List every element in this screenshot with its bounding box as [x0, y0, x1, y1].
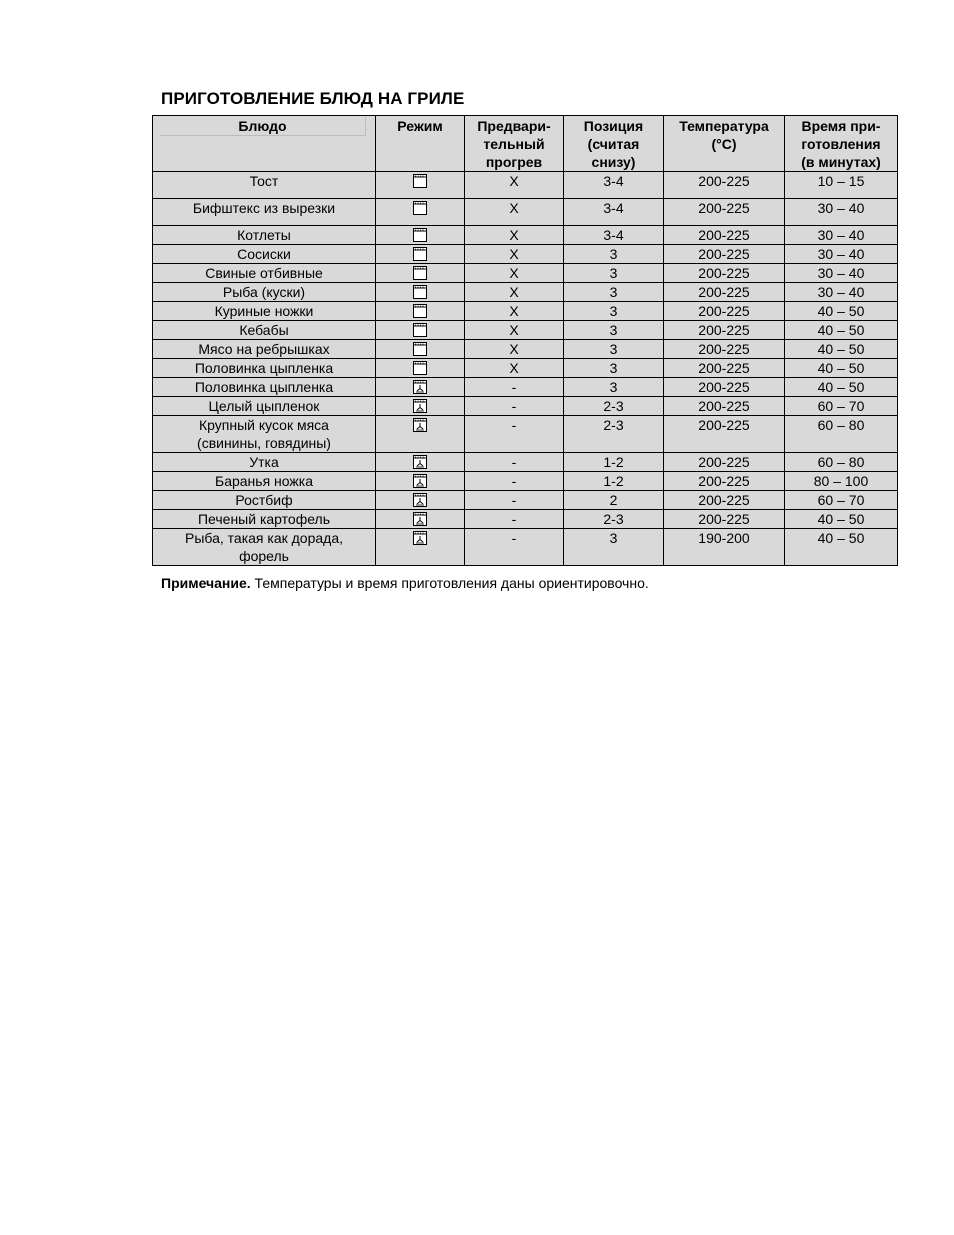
- cell-mode: [376, 321, 465, 340]
- fan-grill-icon: [413, 474, 427, 488]
- fan-grill-icon: [413, 399, 427, 413]
- cell-preheat: -: [465, 529, 564, 566]
- cell-temperature: 200-225: [664, 510, 785, 529]
- grill-icon: [413, 304, 427, 318]
- grill-icon: [413, 361, 427, 375]
- cell-time: 60 – 70: [785, 397, 898, 416]
- cell-position: 3: [564, 340, 664, 359]
- cell-mode: [376, 199, 465, 226]
- cell-time: 10 – 15: [785, 172, 898, 199]
- cell-position: 3: [564, 321, 664, 340]
- cell-position: 3-4: [564, 172, 664, 199]
- fan-grill-icon: [413, 455, 427, 469]
- cell-preheat: -: [465, 453, 564, 472]
- cell-time: 40 – 50: [785, 302, 898, 321]
- page-title: ПРИГОТОВЛЕНИЕ БЛЮД НА ГРИЛЕ: [161, 89, 465, 108]
- cell-temperature: 200-225: [664, 491, 785, 510]
- cell-preheat: X: [465, 172, 564, 199]
- cell-time: 30 – 40: [785, 283, 898, 302]
- cell-position: 3: [564, 529, 664, 566]
- cell-mode: [376, 302, 465, 321]
- cell-mode: [376, 283, 465, 302]
- note: [161, 575, 649, 591]
- fan-grill-icon: [413, 531, 427, 545]
- grill-icon: [413, 342, 427, 356]
- cell-preheat: -: [465, 416, 564, 453]
- cell-position: 1-2: [564, 453, 664, 472]
- fan-grill-icon: [413, 380, 427, 394]
- cell-preheat: X: [465, 199, 564, 226]
- cell-preheat: X: [465, 245, 564, 264]
- table-row: [153, 264, 898, 283]
- cell-dish: Куриные ножки: [153, 302, 376, 321]
- table-row: [153, 510, 898, 529]
- cell-mode: [376, 397, 465, 416]
- cell-dish: Рыба (куски): [153, 283, 376, 302]
- cell-time: 40 – 50: [785, 529, 898, 566]
- fan-grill-icon: [413, 493, 427, 507]
- cell-dish: Тост: [153, 172, 376, 199]
- cell-mode: [376, 172, 465, 199]
- cell-dish: Рыба, такая как дорада, форель: [153, 529, 376, 566]
- cell-preheat: X: [465, 302, 564, 321]
- cell-position: 3: [564, 264, 664, 283]
- cell-dish: Котлеты: [153, 226, 376, 245]
- table-row: [153, 321, 898, 340]
- fan-grill-icon: [413, 418, 427, 432]
- cell-preheat: -: [465, 378, 564, 397]
- cell-time: 30 – 40: [785, 245, 898, 264]
- cell-temperature: 200-225: [664, 453, 785, 472]
- cell-temperature: 200-225: [664, 283, 785, 302]
- cell-time: 30 – 40: [785, 199, 898, 226]
- column-header-temperature: Температура (°C): [664, 116, 785, 172]
- cell-time: 40 – 50: [785, 510, 898, 529]
- column-header-dish: Блюдо: [153, 116, 376, 172]
- cell-mode: [376, 416, 465, 453]
- cell-preheat: X: [465, 283, 564, 302]
- cell-position: 3: [564, 378, 664, 397]
- table-row: [153, 378, 898, 397]
- table-row: [153, 472, 898, 491]
- cell-mode: [376, 226, 465, 245]
- cell-temperature: 200-225: [664, 378, 785, 397]
- table-row: [153, 416, 898, 453]
- cell-time: 40 – 50: [785, 378, 898, 397]
- grill-icon: [413, 174, 427, 188]
- cell-mode: [376, 378, 465, 397]
- cell-mode: [376, 340, 465, 359]
- cell-temperature: 200-225: [664, 397, 785, 416]
- fan-grill-icon: [413, 512, 427, 526]
- cell-position: 3: [564, 283, 664, 302]
- cell-temperature: 200-225: [664, 302, 785, 321]
- cell-position: 3: [564, 359, 664, 378]
- column-header-preheat: Предвари- тельный прогрев: [465, 116, 564, 172]
- cell-dish: Мясо на ребрышках: [153, 340, 376, 359]
- note-label: Примечание.: [161, 575, 251, 591]
- grill-icon: [413, 247, 427, 261]
- cell-mode: [376, 245, 465, 264]
- table-row: [153, 453, 898, 472]
- cell-dish: Половинка цыпленка: [153, 359, 376, 378]
- cell-position: 2-3: [564, 397, 664, 416]
- cell-time: 40 – 50: [785, 340, 898, 359]
- cell-time: 60 – 80: [785, 416, 898, 453]
- table-header-row: [153, 116, 898, 172]
- cell-dish: Крупный кусок мяса (свинины, говядины): [153, 416, 376, 453]
- cell-time: 80 – 100: [785, 472, 898, 491]
- cell-preheat: X: [465, 264, 564, 283]
- cell-position: 2-3: [564, 416, 664, 453]
- table-row: [153, 529, 898, 566]
- cell-time: 30 – 40: [785, 226, 898, 245]
- cell-preheat: -: [465, 472, 564, 491]
- cell-temperature: 200-225: [664, 321, 785, 340]
- table-row: [153, 199, 898, 226]
- cell-mode: [376, 453, 465, 472]
- cell-preheat: X: [465, 321, 564, 340]
- cell-dish: Сосиски: [153, 245, 376, 264]
- cell-time: 60 – 70: [785, 491, 898, 510]
- cell-dish: Печеный картофель: [153, 510, 376, 529]
- grill-icon: [413, 266, 427, 280]
- cell-preheat: -: [465, 510, 564, 529]
- cell-temperature: 200-225: [664, 226, 785, 245]
- cell-position: 3-4: [564, 226, 664, 245]
- cell-temperature: 200-225: [664, 416, 785, 453]
- cell-mode: [376, 472, 465, 491]
- table-row: [153, 302, 898, 321]
- cell-time: 40 – 50: [785, 359, 898, 378]
- cell-preheat: X: [465, 226, 564, 245]
- cell-dish: Баранья ножка: [153, 472, 376, 491]
- column-header-mode: Режим: [376, 116, 465, 172]
- cell-preheat: X: [465, 340, 564, 359]
- cell-mode: [376, 359, 465, 378]
- cell-mode: [376, 529, 465, 566]
- cell-dish: Ростбиф: [153, 491, 376, 510]
- cell-dish: Кебабы: [153, 321, 376, 340]
- table-row: [153, 340, 898, 359]
- note-text: Температуры и время приготовления даны ориентировочно.: [250, 575, 649, 591]
- cell-temperature: 200-225: [664, 472, 785, 491]
- cell-position: 2-3: [564, 510, 664, 529]
- column-header-time: Время при- готовления (в минутах): [785, 116, 898, 172]
- cell-dish: Целый цыпленок: [153, 397, 376, 416]
- table-row: [153, 172, 898, 199]
- cell-dish: Бифштекс из вырезки: [153, 199, 376, 226]
- grill-icon: [413, 285, 427, 299]
- cell-time: 40 – 50: [785, 321, 898, 340]
- cell-temperature: 190-200: [664, 529, 785, 566]
- cell-temperature: 200-225: [664, 359, 785, 378]
- table-row: [153, 397, 898, 416]
- table-row: [153, 359, 898, 378]
- grilling-table: [152, 115, 898, 566]
- cell-position: 3: [564, 245, 664, 264]
- cell-temperature: 200-225: [664, 245, 785, 264]
- cell-temperature: 200-225: [664, 264, 785, 283]
- grill-icon: [413, 201, 427, 215]
- table-row: [153, 491, 898, 510]
- cell-mode: [376, 491, 465, 510]
- cell-mode: [376, 510, 465, 529]
- cell-position: 1-2: [564, 472, 664, 491]
- table-row: [153, 283, 898, 302]
- cell-dish: Половинка цыпленка: [153, 378, 376, 397]
- cell-temperature: 200-225: [664, 199, 785, 226]
- grill-icon: [413, 228, 427, 242]
- cell-position: 3-4: [564, 199, 664, 226]
- cell-dish: Свиные отбивные: [153, 264, 376, 283]
- cell-temperature: 200-225: [664, 172, 785, 199]
- column-header-position: Позиция (считая снизу): [564, 116, 664, 172]
- cell-preheat: -: [465, 397, 564, 416]
- table-row: [153, 226, 898, 245]
- cell-mode: [376, 264, 465, 283]
- cell-position: 2: [564, 491, 664, 510]
- cell-temperature: 200-225: [664, 340, 785, 359]
- cell-dish: Утка: [153, 453, 376, 472]
- cell-preheat: X: [465, 359, 564, 378]
- table-row: [153, 245, 898, 264]
- cell-time: 60 – 80: [785, 453, 898, 472]
- grill-icon: [413, 323, 427, 337]
- cell-preheat: -: [465, 491, 564, 510]
- cell-time: 30 – 40: [785, 264, 898, 283]
- cell-position: 3: [564, 302, 664, 321]
